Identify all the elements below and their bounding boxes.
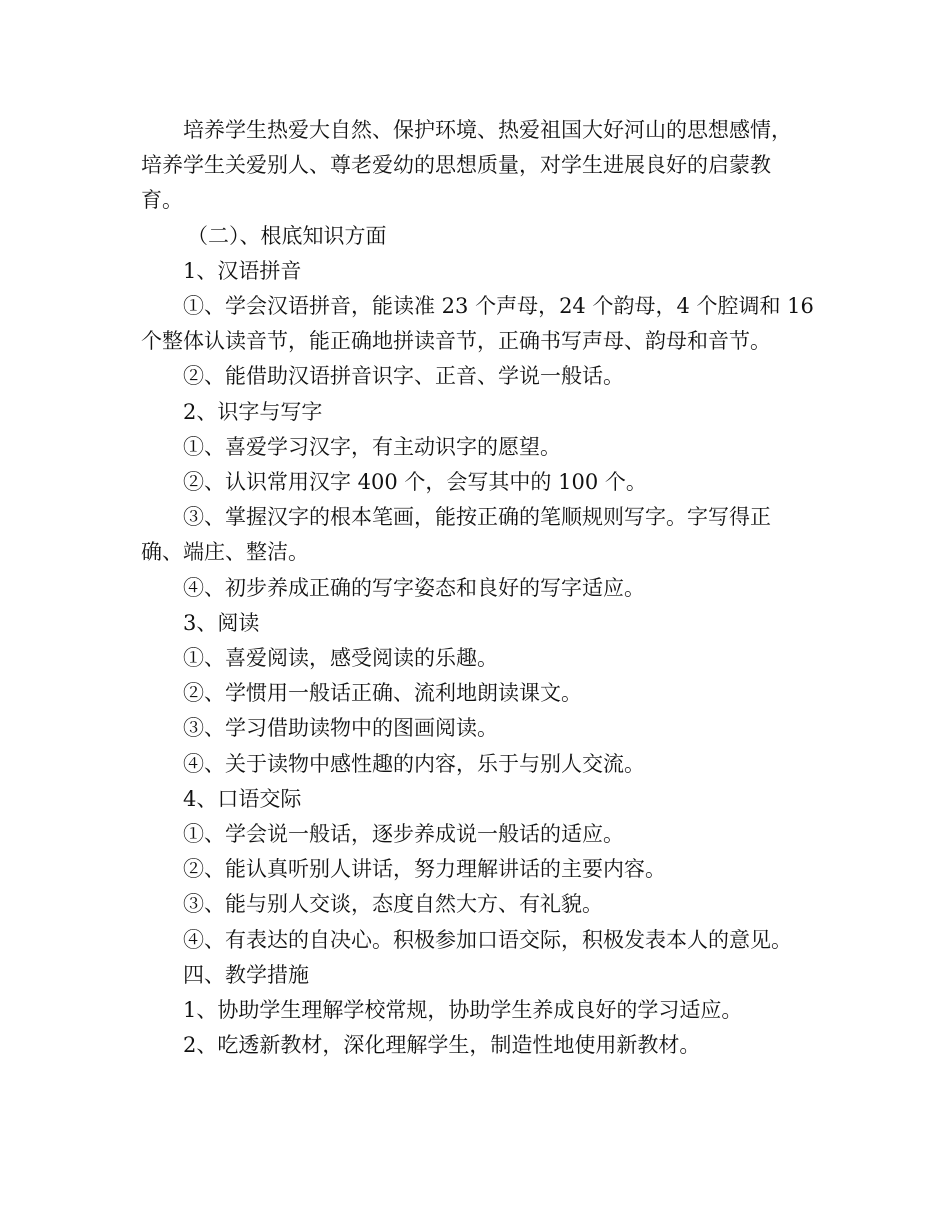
text-line: ④、初步养成正确的写字姿态和良好的写字适应。: [183, 575, 645, 600]
list-item: [141, 359, 831, 394]
text-line: 1、协助学生理解学校常规，协助学生养成良好的学习适应。: [183, 998, 743, 1023]
subheading-reading: [141, 606, 831, 641]
list-item: [141, 289, 831, 359]
text-line: ①、喜爱学习汉字，有主动识字的愿望。: [183, 434, 561, 459]
text-line: 确、端庄、整洁。: [141, 540, 309, 565]
list-item: [141, 887, 831, 922]
text-line: （二）、根底知识方面: [187, 223, 387, 248]
list-item: [141, 465, 831, 500]
text-line: ①、喜爱阅读，感受阅读的乐趣。: [183, 646, 498, 671]
text-line: ③、能与别人交谈，态度自然大方、有礼貌。: [183, 892, 603, 917]
section-heading-teaching-measures: [141, 958, 831, 993]
text-line: 3、阅读: [183, 610, 260, 635]
text-line: 个整体认读音节，能正确地拼读音节，正确书写声母、韵母和音节。: [141, 329, 771, 354]
text-line: 1、汉语拼音: [183, 258, 302, 283]
list-item: [141, 500, 831, 570]
subheading-oral-communication: [141, 782, 831, 817]
list-item: [141, 852, 831, 887]
list-item: [141, 817, 831, 852]
text-line: 2、吃透新教材，深化理解学生，制造性地使用新教材。: [183, 1033, 701, 1058]
text-line: 4、口语交际: [183, 786, 302, 811]
text-line: ③、掌握汉字的根本笔画，能按正确的笔顺规则写字。字写得正: [183, 505, 771, 530]
list-item: [141, 711, 831, 746]
text-line: 四、教学措施: [183, 962, 309, 987]
text-line: ②、能借助汉语拼音识字、正音、学说一般话。: [183, 364, 624, 389]
list-item: [141, 430, 831, 465]
list-item: [141, 676, 831, 711]
text-line: ②、学惯用一般话正确、流利地朗读课文。: [183, 681, 582, 706]
list-item: [141, 571, 831, 606]
subheading-pinyin: [141, 254, 831, 289]
text-line: ②、认识常用汉字 400 个，会写其中的 100 个。: [183, 470, 647, 495]
text-line: 培养学生热爱大自然、保护环境、热爱祖国大好河山的思想感情，: [183, 118, 792, 142]
text-line: ②、能认真听别人讲话，努力理解讲话的主要内容。: [183, 857, 666, 882]
list-item: [141, 1028, 831, 1063]
list-item: [141, 993, 831, 1028]
text-line: ③、学习借助读物中的图画阅读。: [183, 716, 498, 741]
paragraph-moral-education: [141, 113, 831, 219]
text-line: ①、学会汉语拼音，能读准 23 个声母，24 个韵母，4 个腔调和 16: [183, 294, 814, 319]
text-line: ①、学会说一般话，逐步养成说一般话的适应。: [183, 822, 624, 847]
text-line: 2、识字与写字: [183, 399, 323, 424]
text-line: ④、关于读物中感性趣的内容，乐于与别人交流。: [183, 751, 645, 776]
document-body: [141, 113, 831, 1063]
list-item: [141, 641, 831, 676]
list-item: [141, 923, 831, 958]
text-line: ④、有表达的自决心。积极参加口语交际，积极发表本人的意见。: [183, 927, 792, 952]
text-line: 育。: [141, 188, 183, 213]
section-heading-basic-knowledge: [141, 219, 831, 254]
list-item: [141, 747, 831, 782]
text-line: 培养学生关爱别人、尊老爱幼的思想质量，对学生进展良好的启蒙教: [141, 153, 771, 178]
subheading-literacy-writing: [141, 395, 831, 430]
